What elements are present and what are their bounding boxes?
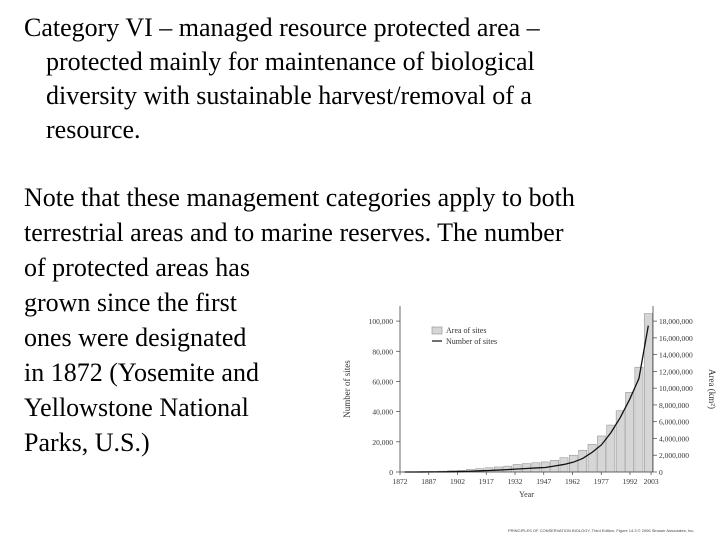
paragraph1-line: protected mainly for maintenance of biological (46, 47, 535, 76)
right-y-axis-title: Area (km²) (707, 369, 717, 409)
area-bar (579, 450, 587, 472)
protected-areas-chart (330, 296, 720, 506)
x-tick-label: 1917 (478, 477, 494, 486)
left-y-axis-title: Number of sites (342, 360, 352, 418)
paragraph2-line: in 1872 (Yosemite and (24, 358, 259, 387)
legend-number-label: Number of sites (446, 337, 498, 346)
right-y-tick-label: 8,000,000 (659, 400, 689, 410)
right-y-tick-label: 16,000,000 (659, 333, 693, 343)
x-tick-label: 1932 (507, 477, 523, 486)
paragraph1-line: resource. (46, 115, 141, 144)
x-tick-label: 1947 (536, 477, 552, 486)
right-y-tick-label: 12,000,000 (659, 367, 693, 377)
paragraph2-line: Yellowstone National (24, 393, 249, 422)
right-y-tick-label: 6,000,000 (659, 417, 689, 427)
x-tick-label: 1902 (450, 477, 465, 486)
area-bar (569, 455, 577, 472)
right-y-tick-label: 14,000,000 (659, 350, 693, 360)
area-bar (616, 411, 624, 472)
paragraph1-line: diversity with sustainable harvest/removal of a (46, 81, 532, 110)
right-y-tick-label: 10,000,000 (659, 384, 693, 394)
paragraph1-line: Category VI – managed resource protected area – (24, 13, 540, 42)
paragraph2-line: Note that these management categories apply to both (24, 183, 575, 212)
paragraph2-line: Parks, U.S.) (24, 428, 150, 457)
right-y-tick-label: 2,000,000 (659, 451, 689, 461)
area-bar (588, 444, 596, 472)
x-tick-label: 1977 (593, 477, 609, 486)
left-y-tick-label: 100,000 (368, 317, 393, 327)
right-y-tick-label: 18,000,000 (659, 317, 693, 327)
x-tick-label: 1992 (622, 477, 638, 486)
right-y-tick-label: 4,000,000 (659, 434, 689, 444)
left-y-tick-label: 20,000 (372, 437, 393, 447)
area-bar (635, 367, 643, 472)
x-tick-label: 1872 (392, 477, 408, 486)
x-axis-title: Year (519, 490, 534, 499)
left-y-tick-label: 80,000 (372, 347, 393, 357)
x-tick-label: 2003 (643, 477, 659, 486)
area-bar (644, 314, 652, 472)
paragraph2-line: ones were designated (24, 323, 247, 352)
right-y-tick-label: 0 (659, 468, 663, 477)
figure-credit: PRINCIPLES OF CONSERVATION BIOLOGY, Third Edition, Figure 14.3 © 2006 Sinauer Associates, Inc. (508, 528, 695, 533)
legend-area-label: Area of sites (446, 326, 487, 335)
x-tick-label: 1962 (565, 477, 580, 486)
x-tick-label: 1887 (421, 477, 437, 486)
left-y-tick-label: 0 (389, 468, 393, 477)
category-vi-paragraph (24, 11, 704, 147)
paragraph2-line: terrestrial areas and to marine reserves. The number (24, 218, 564, 247)
legend-area-swatch (432, 327, 442, 334)
paragraph2-line: grown since the first (24, 288, 238, 317)
left-y-tick-label: 60,000 (372, 377, 393, 387)
paragraph2-line: of protected areas has (24, 253, 250, 282)
left-y-tick-label: 40,000 (372, 407, 393, 417)
